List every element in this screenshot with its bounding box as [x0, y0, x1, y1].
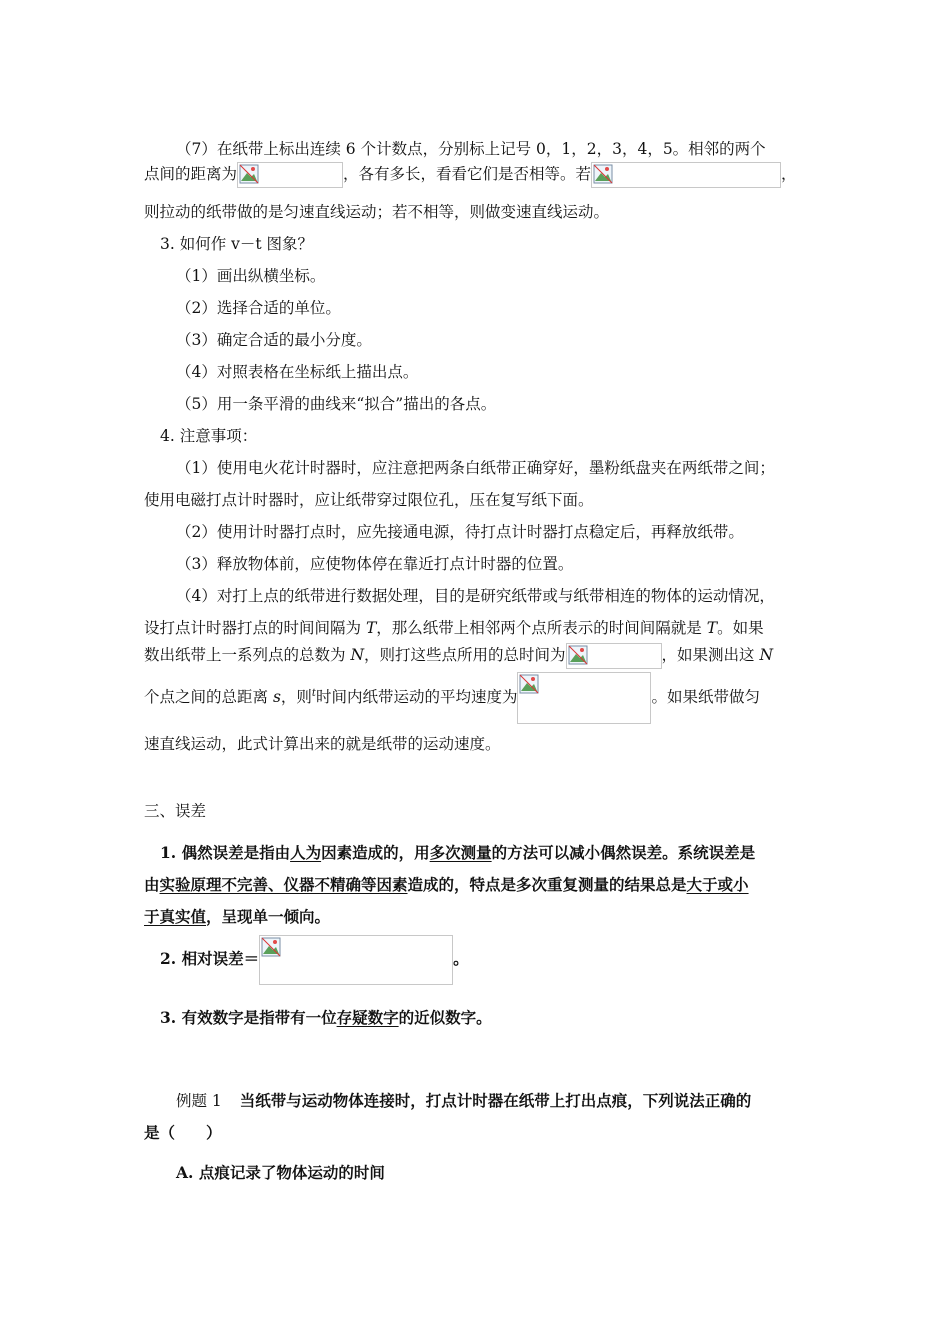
- formula-image-placeholder: [237, 162, 343, 188]
- error-p3: 3. 有效数字是指带有一位存疑数字的近似数字。: [160, 1008, 492, 1027]
- error-p1-line3: 于真实值，呈现单一倾向。: [144, 907, 331, 926]
- error-p1-line2: 由实验原理不完善、仪器不精确等因素造成的，特点是多次重复测量的结果总是大于或小: [144, 875, 749, 894]
- section3-title: 3. 如何作 v－t 图象？: [160, 235, 314, 253]
- example-label: 例题 1: [176, 1092, 222, 1110]
- formula-image-placeholder: [517, 672, 651, 724]
- error-p2: 2. 相对误差＝ 。: [160, 934, 469, 985]
- note-4-line3: 数出纸带上一系列点的总数为 N，则打这些点所用的总时间为 ，如果测出这 N: [144, 643, 773, 669]
- note-3: （3）释放物体前，应使物体停在靠近打点计时器的位置。: [176, 555, 574, 573]
- formula-image-placeholder: [566, 643, 662, 669]
- error-p1-line1: 1. 偶然误差是指由人为因素造成的，用多次测量的方法可以减小偶然误差。系统误差是: [160, 843, 756, 862]
- broken-image-icon: [593, 164, 613, 184]
- formula-image-placeholder: [591, 162, 781, 188]
- vt-step-1: （1）画出纵横坐标。: [176, 267, 326, 285]
- step7-line2: 点间的距离为 ，各有多长，看看它们是否相等。若 ，: [144, 162, 797, 188]
- error-heading: 三、误差: [144, 802, 207, 820]
- note-4-line4: 个点之间的总距离 s，则$^t$时间内纸带运动的平均速度为 。如果纸带做匀: [144, 668, 760, 724]
- broken-image-icon: [519, 674, 539, 694]
- broken-image-icon: [568, 645, 588, 665]
- note-4-line5: 速直线运动，此式计算出来的就是纸带的运动速度。: [144, 735, 501, 753]
- note-1-line2: 使用电磁打点计时器时，应让纸带穿过限位孔，压在复写纸下面。: [144, 491, 594, 509]
- step7-line1: （7）在纸带上标出连续 6 个计数点，分别标上记号 0，1，2，3，4，5。相邻的两个: [176, 140, 766, 158]
- note-2: （2）使用计时器打点时，应先接通电源，待打点计时器打点稳定后，再释放纸带。: [176, 523, 744, 541]
- vt-step-5: （5）用一条平滑的曲线来“拟合”描出的各点。: [176, 395, 497, 413]
- vt-step-3: （3）确定合适的最小分度。: [176, 331, 372, 349]
- broken-image-icon: [239, 164, 259, 184]
- section4-title: 4. 注意事项：: [160, 427, 258, 445]
- note-4-line1: （4）对打上点的纸带进行数据处理，目的是研究纸带或与纸带相连的物体的运动情况，: [176, 587, 775, 605]
- example-option-a: A. 点痕记录了物体运动的时间: [176, 1163, 385, 1182]
- note-4-line2: 设打点计时器打点的时间间隔为 T，那么纸带上相邻两个点所表示的时间间隔就是 T。如果: [144, 619, 764, 637]
- example-line1: 例题 1 当纸带与运动物体连接时，打点计时器在纸带上打出点痕，下列说法正确的: [176, 1091, 752, 1110]
- note-1-line1: （1）使用电火花计时器时，应注意把两条白纸带正确穿好，墨粉纸盘夹在两纸带之间；: [176, 459, 775, 477]
- vt-step-2: （2）选择合适的单位。: [176, 299, 341, 317]
- step7-line3: 则拉动的纸带做的是匀速直线运动；若不相等，则做变速直线运动。: [144, 203, 610, 221]
- formula-image-placeholder: [259, 935, 453, 985]
- example-line2: 是（ ）: [144, 1123, 222, 1142]
- vt-step-4: （4）对照表格在坐标纸上描出点。: [176, 363, 419, 381]
- broken-image-icon: [261, 937, 281, 957]
